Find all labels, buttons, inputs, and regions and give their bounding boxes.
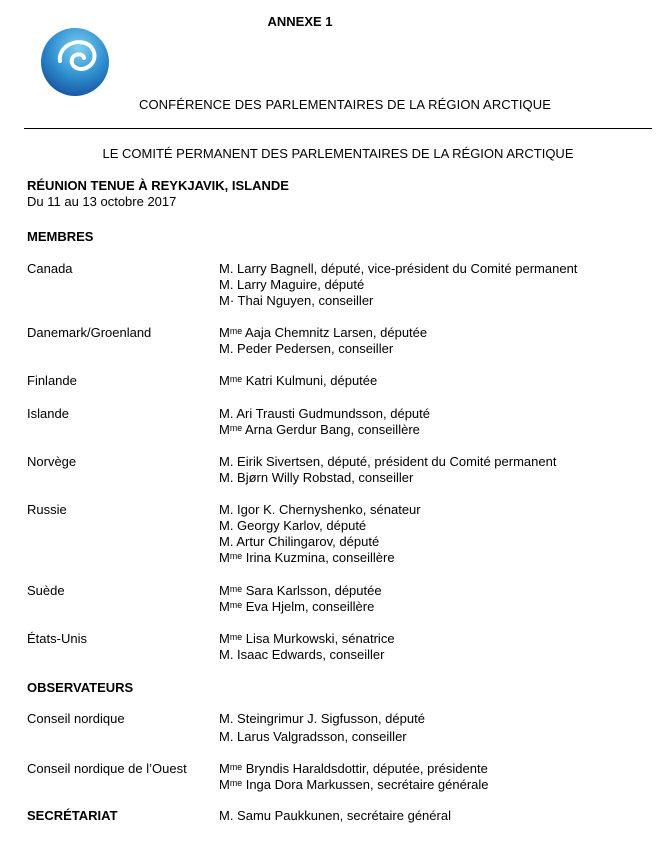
country-label: Conseil nordique bbox=[27, 711, 125, 726]
person: Mᵐᵉ Arna Gerdur Bang, conseillère bbox=[219, 422, 420, 437]
person: Mᵐᵉ Sara Karlsson, députée bbox=[219, 583, 382, 598]
person: Mᵐᵉ Lisa Murkowski, sénatrice bbox=[219, 631, 395, 646]
person: M. Samu Paukkunen, secrétaire général bbox=[219, 808, 451, 823]
people-list bbox=[219, 711, 425, 745]
people-list bbox=[219, 502, 421, 566]
people-list bbox=[219, 454, 556, 486]
country-label: Canada bbox=[27, 261, 73, 276]
person: M. Steingrimur J. Sigfusson, député bbox=[219, 711, 425, 726]
meeting-dates: Du 11 au 13 octobre 2017 bbox=[27, 194, 177, 209]
person: M. Eirik Sivertsen, député, président du Comité permanent bbox=[219, 454, 557, 469]
country-label: États-Unis bbox=[27, 631, 87, 646]
conference-title: CONFÉRENCE DES PARLEMENTAIRES DE LA RÉGION ARCTIQUE bbox=[138, 97, 552, 112]
person: M. Bjørn Willy Robstad, conseiller bbox=[219, 470, 414, 485]
country-label: Norvège bbox=[27, 454, 77, 469]
country-label: Danemark/Groenland bbox=[27, 325, 152, 340]
person: Mᵐᵉ Katri Kulmuni, députée bbox=[219, 373, 378, 388]
people-list bbox=[219, 325, 427, 357]
person: M. Georgy Karlov, député bbox=[219, 518, 367, 533]
meeting-info bbox=[27, 178, 289, 209]
person: M. Isaac Edwards, conseiller bbox=[219, 647, 385, 662]
people-list bbox=[219, 406, 430, 438]
people-list bbox=[219, 261, 577, 309]
people-list bbox=[219, 761, 489, 793]
country-label: Islande bbox=[27, 406, 69, 421]
person: M. Peder Pedersen, conseiller bbox=[219, 341, 394, 356]
annex-title: ANNEXE 1 bbox=[267, 14, 333, 29]
country-label: Finlande bbox=[27, 373, 77, 388]
person: M. Ari Trausti Gudmundsson, député bbox=[219, 406, 430, 421]
person: M· Thai Nguyen, conseiller bbox=[219, 293, 374, 308]
person: Mᵐᵉ Bryndis Haraldsdottir, députée, présidente bbox=[219, 761, 488, 776]
person: M. Igor K. Chernyshenko, sénateur bbox=[219, 502, 421, 517]
section-secretariat: SECRÉTARIAT bbox=[27, 808, 118, 823]
country-label: Russie bbox=[27, 502, 67, 517]
person: Mᵐᵉ Irina Kuzmina, conseillère bbox=[219, 550, 395, 565]
person: M. Larus Valgradsson, conseiller bbox=[219, 729, 407, 744]
person: M. Larry Maguire, député bbox=[219, 277, 365, 292]
person: Mᵐᵉ Aaja Chemnitz Larsen, députée bbox=[219, 325, 428, 340]
people-list bbox=[219, 373, 377, 389]
person: M. Larry Bagnell, député, vice-président du Comité permanent bbox=[219, 261, 578, 276]
people-list bbox=[219, 631, 395, 663]
header-divider bbox=[24, 128, 652, 129]
meeting-title: RÉUNION TENUE À REYKJAVIK, ISLANDE bbox=[27, 178, 289, 193]
committee-title: LE COMITÉ PERMANENT DES PARLEMENTAIRES DE LA RÉGION ARCTIQUE bbox=[102, 146, 574, 161]
person: Mᵐᵉ Inga Dora Markussen, secrétaire générale bbox=[219, 777, 489, 792]
people-list bbox=[219, 808, 451, 824]
arctic-conference-logo bbox=[40, 27, 110, 97]
people-list bbox=[219, 583, 382, 615]
country-label: Suède bbox=[27, 583, 65, 598]
section-members: MEMBRES bbox=[27, 229, 94, 244]
country-label: Conseil nordique de l’Ouest bbox=[27, 761, 187, 776]
person: Mᵐᵉ Eva Hjelm, conseillère bbox=[219, 599, 375, 614]
section-observers: OBSERVATEURS bbox=[27, 680, 134, 695]
person: M. Artur Chilingarov, député bbox=[219, 534, 380, 549]
